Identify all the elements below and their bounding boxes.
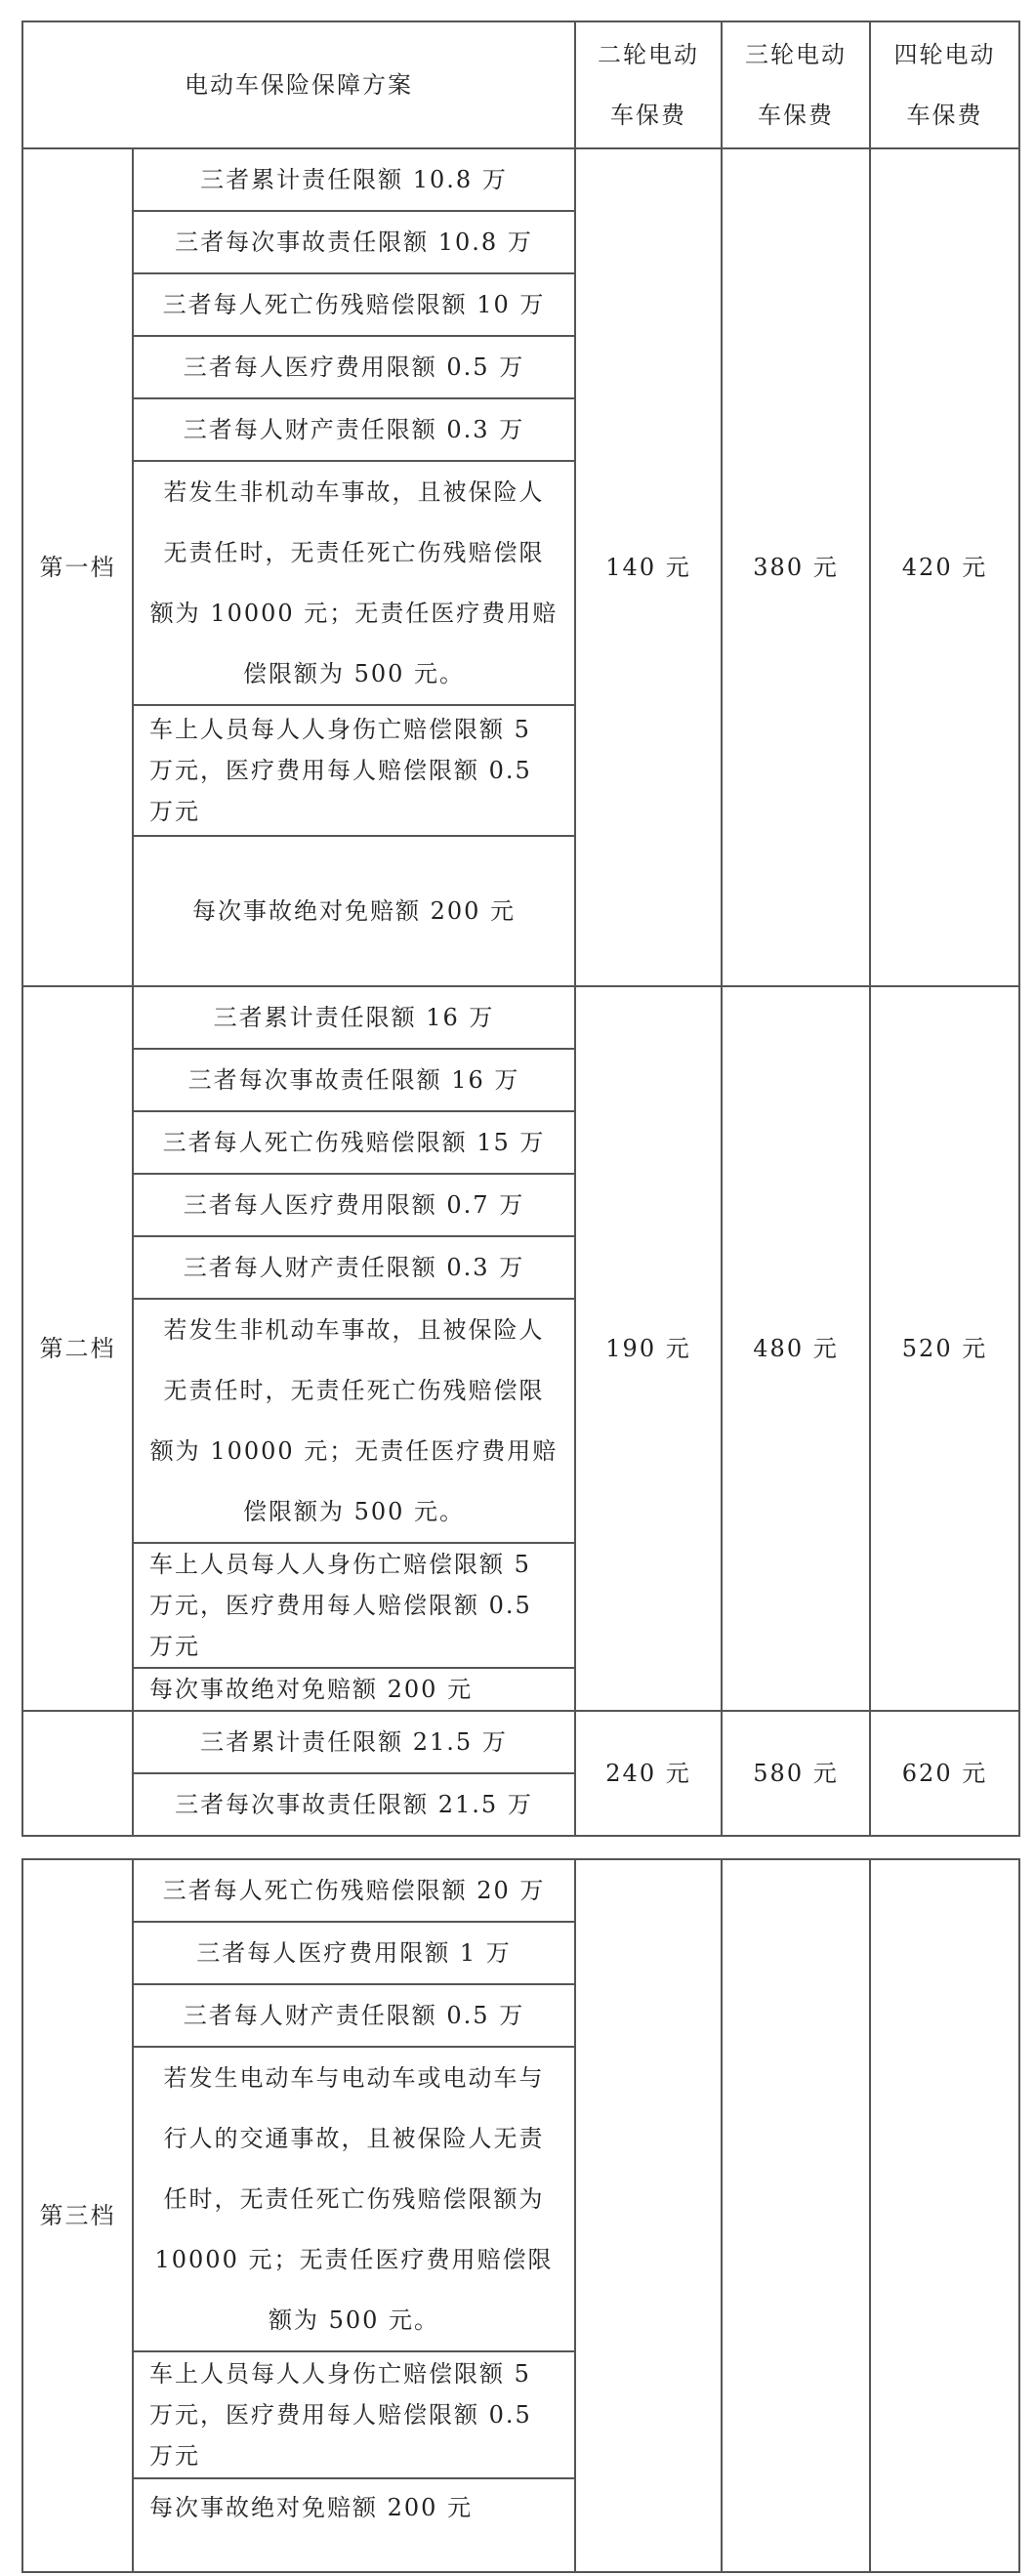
tier1-nonmotor-clause: 若发生非机动车事故，且被保险人 无责任时，无责任死亡伤残赔偿限 额为 10000 元；无责任医疗费用赔 偿限额为 500 元。 [133,461,575,705]
tier3-ev-clause: 若发生电动车与电动车或电动车与 行人的交通事故，且被保险人无责 任时，无责任死亡伤残赔偿限额为 10000 元；无责任医疗费用赔偿限 额为 500 元。 [133,2047,575,2351]
tier2-passenger-clause: 车上人员每人人身伤亡赔偿限额 5 万元，医疗费用每人赔偿限额 0.5 万元 [133,1543,575,1668]
tier3-item: 三者累计责任限额 21.5 万 [133,1711,575,1773]
header-2wheel: 二轮电动 车保费 [575,21,722,148]
insurance-table-part2 [21,1858,1020,2573]
tier2-price-2wheel: 190 元 [575,986,722,1711]
tier3-item: 三者每人医疗费用限额 1 万 [133,1922,575,1984]
tier3-price-4wheel: 620 元 [870,1711,1019,1836]
tier3-passenger-clause: 车上人员每人人身伤亡赔偿限额 5 万元，医疗费用每人赔偿限额 0.5 万元 [133,2351,575,2478]
tier3-price-2wheel: 240 元 [575,1711,722,1836]
tier3-price-3wheel-cont [722,1859,870,2572]
tier3-price-2wheel-cont [575,1859,722,2572]
header-4wheel: 四轮电动 车保费 [870,21,1019,148]
tier2-label: 第二档 [22,986,133,1711]
tier3-price-3wheel: 580 元 [722,1711,870,1836]
tier1-item: 三者每次事故责任限额 10.8 万 [133,211,575,273]
tier2-nonmotor-clause: 若发生非机动车事故，且被保险人 无责任时，无责任死亡伤残赔偿限 额为 10000 元；无责任医疗费用赔 偿限额为 500 元。 [133,1299,575,1543]
tier2-price-3wheel: 480 元 [722,986,870,1711]
header-3wheel: 三轮电动 车保费 [722,21,870,148]
tier1-price-3wheel: 380 元 [722,148,870,986]
tier1-item: 三者每人财产责任限额 0.3 万 [133,398,575,461]
tier1-passenger-clause: 车上人员每人人身伤亡赔偿限额 5 万元，医疗费用每人赔偿限额 0.5 万元 [133,705,575,836]
tier1-price-2wheel: 140 元 [575,148,722,986]
tier3-price-4wheel-cont [870,1859,1019,2572]
tier2-price-4wheel: 520 元 [870,986,1019,1711]
tier1-price-4wheel: 420 元 [870,148,1019,986]
tier3-label-continued [22,1711,133,1836]
insurance-table-part1 [21,21,1020,1837]
tier3-label: 第三档 [22,1859,133,2572]
tier1-item: 三者每人死亡伤残赔偿限额 10 万 [133,273,575,336]
tier2-item: 三者每人医疗费用限额 0.7 万 [133,1174,575,1236]
tier2-item: 三者累计责任限额 16 万 [133,986,575,1049]
tier3-deductible: 每次事故绝对免赔额 200 元 [133,2478,575,2572]
tier3-item: 三者每人财产责任限额 0.5 万 [133,1984,575,2047]
tier2-deductible: 每次事故绝对免赔额 200 元 [133,1668,575,1711]
tier2-item: 三者每人死亡伤残赔偿限额 15 万 [133,1111,575,1174]
tier1-label: 第一档 [22,148,133,986]
tier3-item: 三者每人死亡伤残赔偿限额 20 万 [133,1859,575,1922]
tier3-item: 三者每次事故责任限额 21.5 万 [133,1773,575,1836]
tier2-item: 三者每人财产责任限额 0.3 万 [133,1236,575,1299]
tier1-item: 三者每人医疗费用限额 0.5 万 [133,336,575,398]
header-row [22,21,1019,148]
header-plan: 电动车保险保障方案 [22,21,575,148]
tier2-item: 三者每次事故责任限额 16 万 [133,1049,575,1111]
tier1-deductible: 每次事故绝对免赔额 200 元 [133,836,575,986]
tier1-item: 三者累计责任限额 10.8 万 [133,148,575,211]
